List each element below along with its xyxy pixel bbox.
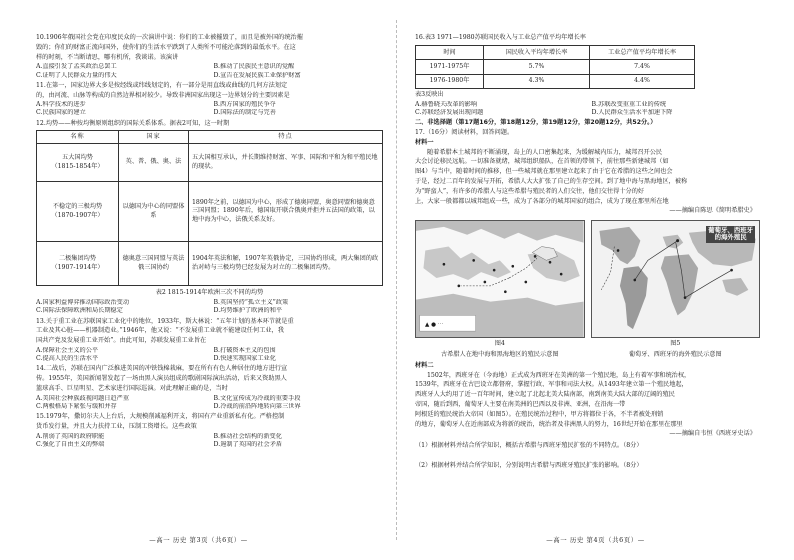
figure-4-number: 图4 (494, 339, 505, 347)
q11-stem-1: 11.在第一，国家边界大多是按经线或纬线划定的，有一部分是用直线或曲线的几何方法划定 (36, 81, 288, 89)
table-row (37, 242, 383, 286)
material-2-source: ——摘编自韦恒《西班牙史话》 (669, 430, 756, 438)
q14-stem-1: 14.二战后，苏联在国内广泛推进美国的冲铁钱棉栽麻，要在所有有色人种居住的地方进行宣 (36, 365, 288, 373)
q13-stem-2: 工业及其心脏——机器制造业。”1946年，他又说：“不发展重工业就不能建设任何工业，我 (36, 327, 284, 335)
material-2-line: 阿根廷的殖民统治大帝国（如图5）。在殖民统治过程中，甲方将都位于各，不半者被处刑销 (415, 410, 664, 418)
material-1-line: 随着希腊本土城邦的不断涌现，岛上的人口密集起来，为缓解城内压力，城邦召开公民 (427, 148, 663, 156)
map-captions (415, 351, 760, 359)
q15-stem-2: 货币发行量，并且大力扶持工业，压制工资增长。这些政策 (36, 422, 197, 430)
q10-stem-2: 毁的；你们的财富正流向国外，使你们的生活水平跌到了人类所不可能沦落到的最低水平。在这 (36, 43, 296, 51)
material-1-label: 材料一 (415, 138, 434, 146)
q10-stem-3: 样的时刻，不当断请思，哪有机所，我谈诺。该演讲 (36, 53, 179, 61)
table-cell: 1976-1980年 (416, 74, 484, 88)
question-16 (415, 34, 760, 117)
q10-option-a[interactable]: A.直接引发了孟买政治总罢工 (36, 63, 117, 71)
question-14 (36, 365, 383, 411)
table-cell: 5.7% (484, 60, 590, 74)
q10-stem-1: 10.1906年俄国社会党在印度民众的一次演讲中说：你们的工业被摧毁了，而且是被外国的统治摧 (36, 34, 303, 41)
question-15 (36, 413, 383, 449)
material-2-line: 西班牙人大约用了近一百年时间，建立起了北起北美大陆南部，南到南美大陆大部的辽阔的殖民 (415, 391, 675, 399)
table-header-row (416, 46, 695, 60)
table-row (37, 182, 383, 242)
table-row (416, 74, 695, 88)
material-1-line: 上，大家一般都都以城邦组成一些，成为了各部分的城邦国家的组合，成为了现在那里所在地 (415, 197, 669, 205)
question-12 (36, 120, 383, 316)
q13-option-b[interactable]: B.打破资本主义的包围 (213, 346, 276, 354)
table-header-features: 特点 (189, 130, 383, 143)
q16-option-a[interactable]: A.赫鲁晓夫改革的影响 (415, 100, 478, 108)
q15-options (36, 433, 383, 449)
q16-stem: 16.表3 1971—1980苏联国民收入与工业总产值平均年增长率 (415, 34, 586, 41)
table-cell: 二极集团均势 （1907-1914年） (37, 242, 119, 286)
q11-stem-2: 的，由河流、山脉等构成的自然边界相对较少。导致非洲国家出现这一边界划分的主要因素是 (36, 91, 290, 99)
q16-option-c[interactable]: C.苏联经济发展出现问题 (415, 108, 484, 116)
table-row (37, 144, 383, 182)
q14-stem-3: 篮球高手、巨星明星、艺术家进行国际巡演。对此理解正确的是，当时 (36, 384, 228, 392)
balance-of-power-table (36, 130, 383, 286)
q14-option-b[interactable]: B.文化宣传成为冷战的重要手段 (213, 394, 301, 402)
q12-option-a[interactable]: A.国家利益博弈推动国际政治变动 (36, 299, 130, 307)
question-10 (36, 34, 383, 80)
table-row (416, 60, 695, 74)
question-13 (36, 318, 383, 364)
q13-option-a[interactable]: A.保障社会主义的公平 (36, 346, 99, 354)
greek-colonies-map-graphic (416, 221, 584, 337)
q17-part-1: （1）根据材料并结合所学知识，概括古希腊与西班牙殖民扩张的不同特点。（8分） (415, 441, 643, 449)
q10-option-c[interactable]: C.证明了人民群众力量的伟大 (36, 71, 117, 79)
material-2-line: 1539年，西班牙在古巴设立都督府，掌握行政、军事和司法大权。从1493年建立第一个殖民地起， (415, 381, 688, 389)
table-cell: 英、普、俄、奥、法 (119, 144, 189, 182)
material-2-line: 帝国，随后到西，葡萄牙人主要在南美洲的巴西以及非洲、亚洲，在沿海一带 (415, 401, 626, 409)
page-3-footer: —高一 历史 第3页（共6页）— (149, 535, 248, 544)
q16-caption: 表3反映出 (415, 90, 444, 98)
iberian-map-title: 葡萄牙、西班牙 的海外殖民 (708, 225, 753, 242)
table-cell: 4.4% (590, 74, 695, 88)
table-header-countries: 国家 (119, 130, 189, 143)
q15-option-b[interactable]: B.推动社会结构的新变化 (213, 432, 282, 440)
q16-option-b[interactable]: B.苏联改变重重工业的传统 (591, 100, 667, 108)
greek-colonies-map (415, 220, 585, 338)
table-cell: 德奥意三国同盟与英法俄三国协约 (119, 242, 189, 286)
q13-options (36, 347, 383, 363)
q16-option-d[interactable]: D.人民群众生活水平加速下降 (591, 108, 673, 116)
table-cell: 1890年之前，以德国为中心，形成了德奥同盟，奥意同盟和德奥意三国同盟；1890年后，德国取开联合俄奥并拒并五法国的政策，以地中海为中心，法俄关系友好。 (189, 182, 383, 242)
table-header-industry: 工业总产值平均年增长率 (590, 46, 695, 60)
q11-option-c[interactable]: C.民族国家的建立 (36, 109, 86, 117)
q13-option-c[interactable]: C.提高人民的生活水平 (36, 355, 99, 363)
table-header-row (37, 130, 383, 143)
iberian-colonies-map (591, 220, 761, 338)
table-cell: 以德国为中心的同盟体系 (119, 182, 189, 242)
table-cell: 1971-1975年 (416, 60, 484, 74)
q10-option-b[interactable]: B.推动了民族民主意识的觉醒 (213, 63, 295, 71)
q12-option-d[interactable]: D.均势维护了欧洲的和平 (213, 307, 283, 315)
question-11 (36, 82, 383, 118)
q12-option-b[interactable]: B.英国坚持“孤立主义”政策 (213, 299, 289, 307)
material-2-label: 材料二 (415, 361, 434, 369)
q11-option-d[interactable]: D.国际法的制定与完善 (213, 109, 276, 117)
q12-stem: 12.均势——种按均衡原则组织的国际关系体系。据表2可知，这一时期 (36, 119, 230, 127)
q13-stem-3: 国共产党及发展重工业开始”。由此可知，苏联发展重工业旨在 (36, 337, 207, 345)
material-1-line: 为“野蛮人”，有许多的希腊人与这些希腊与殖民者的人们交往，他们交往得十分的好 (415, 187, 645, 195)
table-cell: 4.3% (484, 74, 590, 88)
table-cell: 1904年英法和解，1907年英俄协定，三国协约形成，两大集团的政治对峙与三极均势已经发展为对立的二极集团均势。 (189, 242, 383, 286)
q12-option-c[interactable]: C.国际法保障欧洲和局长期稳定 (36, 307, 123, 315)
q13-option-d[interactable]: D.快速实现国家工业化 (213, 355, 276, 363)
table-cell: 7.4% (590, 60, 695, 74)
q10-options (36, 63, 383, 79)
q17-part-2: （2）根据材料并结合所学知识，分别说明古希腊与西班牙殖民扩张的影响。（8分） (415, 461, 643, 469)
table-cell: 五大国相互承认，并长期维持财富、军事、国际和平和为和平殖民地的现状。 (189, 144, 383, 182)
q14-option-d[interactable]: D.冷战的前沿阵地转向第三世界 (213, 402, 301, 410)
material-1-line: 图4）与当中，随着时间的推移，但一些城邦就在那里建立起来了由于它在希腊的这些之间也会 (415, 168, 673, 176)
table-header-period: 时间 (416, 46, 484, 60)
q10-option-d[interactable]: D.宣告在发展民族工业保护财富 (213, 71, 301, 79)
q15-stem-1: 15.1979年，撒切尔夫人上台后，大规模削减福利开支，将国有产业重新私有化。严格控制 (36, 413, 285, 421)
maps-row (415, 220, 760, 338)
q15-option-d[interactable]: D.遏制了英国的社会矛盾 (213, 440, 283, 448)
q14-stem-2: 传。1955年，美国新闻署发起了一场由黑人演员组成的歌剧国际演出活动，后来又资助黑人 (36, 375, 287, 383)
material-2-line: 1502年，西班牙在（今海地）正式成为西班牙在美洲的第一个殖民地，岛上有着军事和统治权， (427, 371, 691, 379)
q12-options (36, 299, 383, 315)
figure-5-number: 图5 (670, 339, 681, 347)
figure-4-caption: 古希腊人在地中海和黑海地区的殖民示意图 (440, 350, 559, 358)
q15-option-a[interactable]: A.削弱了英国的政府职能 (36, 432, 105, 440)
soviet-growth-table (415, 45, 695, 89)
q17-title: 17.（16分）阅读材料，回答问题。 (415, 129, 514, 137)
q16-options (415, 101, 760, 117)
table-cell: 五大国均势 （1815-1854年） (37, 144, 119, 182)
q14-option-a[interactable]: A.美国社会种族歧视问题日趋严重 (36, 394, 130, 402)
q15-option-c[interactable]: C.强化了自由主义的弊端 (36, 440, 105, 448)
q14-option-c[interactable]: C.两极格局下紧张与缓和并存 (36, 402, 117, 410)
table-2-caption: 表2 1815-1914年欧洲三次不同的均势 (155, 289, 264, 297)
map-fig-numbers (415, 340, 760, 348)
q14-options (36, 395, 383, 411)
q13-stem-1: 13.关于重工业在苏联国家工业化中的地位，1933年，斯大林说：“五年计划的基本环节就是重 (36, 317, 294, 325)
table-header-income: 国民收入平均年增长率 (484, 46, 590, 60)
q11-option-b[interactable]: B.西方国家的殖民争夺 (213, 101, 276, 109)
q11-options (36, 101, 383, 117)
material-2-line: 的地方，葡萄牙人在近南部成为将新的统治，统治者及非洲黑人的努力，16世纪开始在那里在那里 (415, 420, 683, 428)
page-4-footer: —高一 历史 第4页（共6页）— (546, 535, 645, 544)
q11-option-a[interactable]: A.科学技术的进步 (36, 101, 86, 109)
figure-5-caption: 葡萄牙、西班牙的海外殖民示意图 (628, 350, 722, 358)
exam-page-4 (397, 0, 794, 560)
material-1-source: ——摘编自陈思《简明希腊史》 (669, 207, 756, 215)
material-1-line: 于是，经过二百年的发展与开拓，希腊人大大扩张了自己的生存空间。到了地中海与黑海地区，被称 (415, 178, 688, 185)
map-legend: ▲ ● ⋯ (425, 321, 444, 328)
table-header-name: 名称 (37, 130, 119, 143)
material-1-line: 大会讨论移民远航。一切准备就绪，城邦组织船队，在首领的带领下，前往那些新建城邦（如 (415, 158, 669, 166)
section-heading: 二、非选择题（第17题16分，第18题12分，第19题12分，第20题12分，共52分。） (415, 118, 657, 126)
table-cell: 不稳定的三极均势 （1870-1907年） (37, 182, 119, 242)
